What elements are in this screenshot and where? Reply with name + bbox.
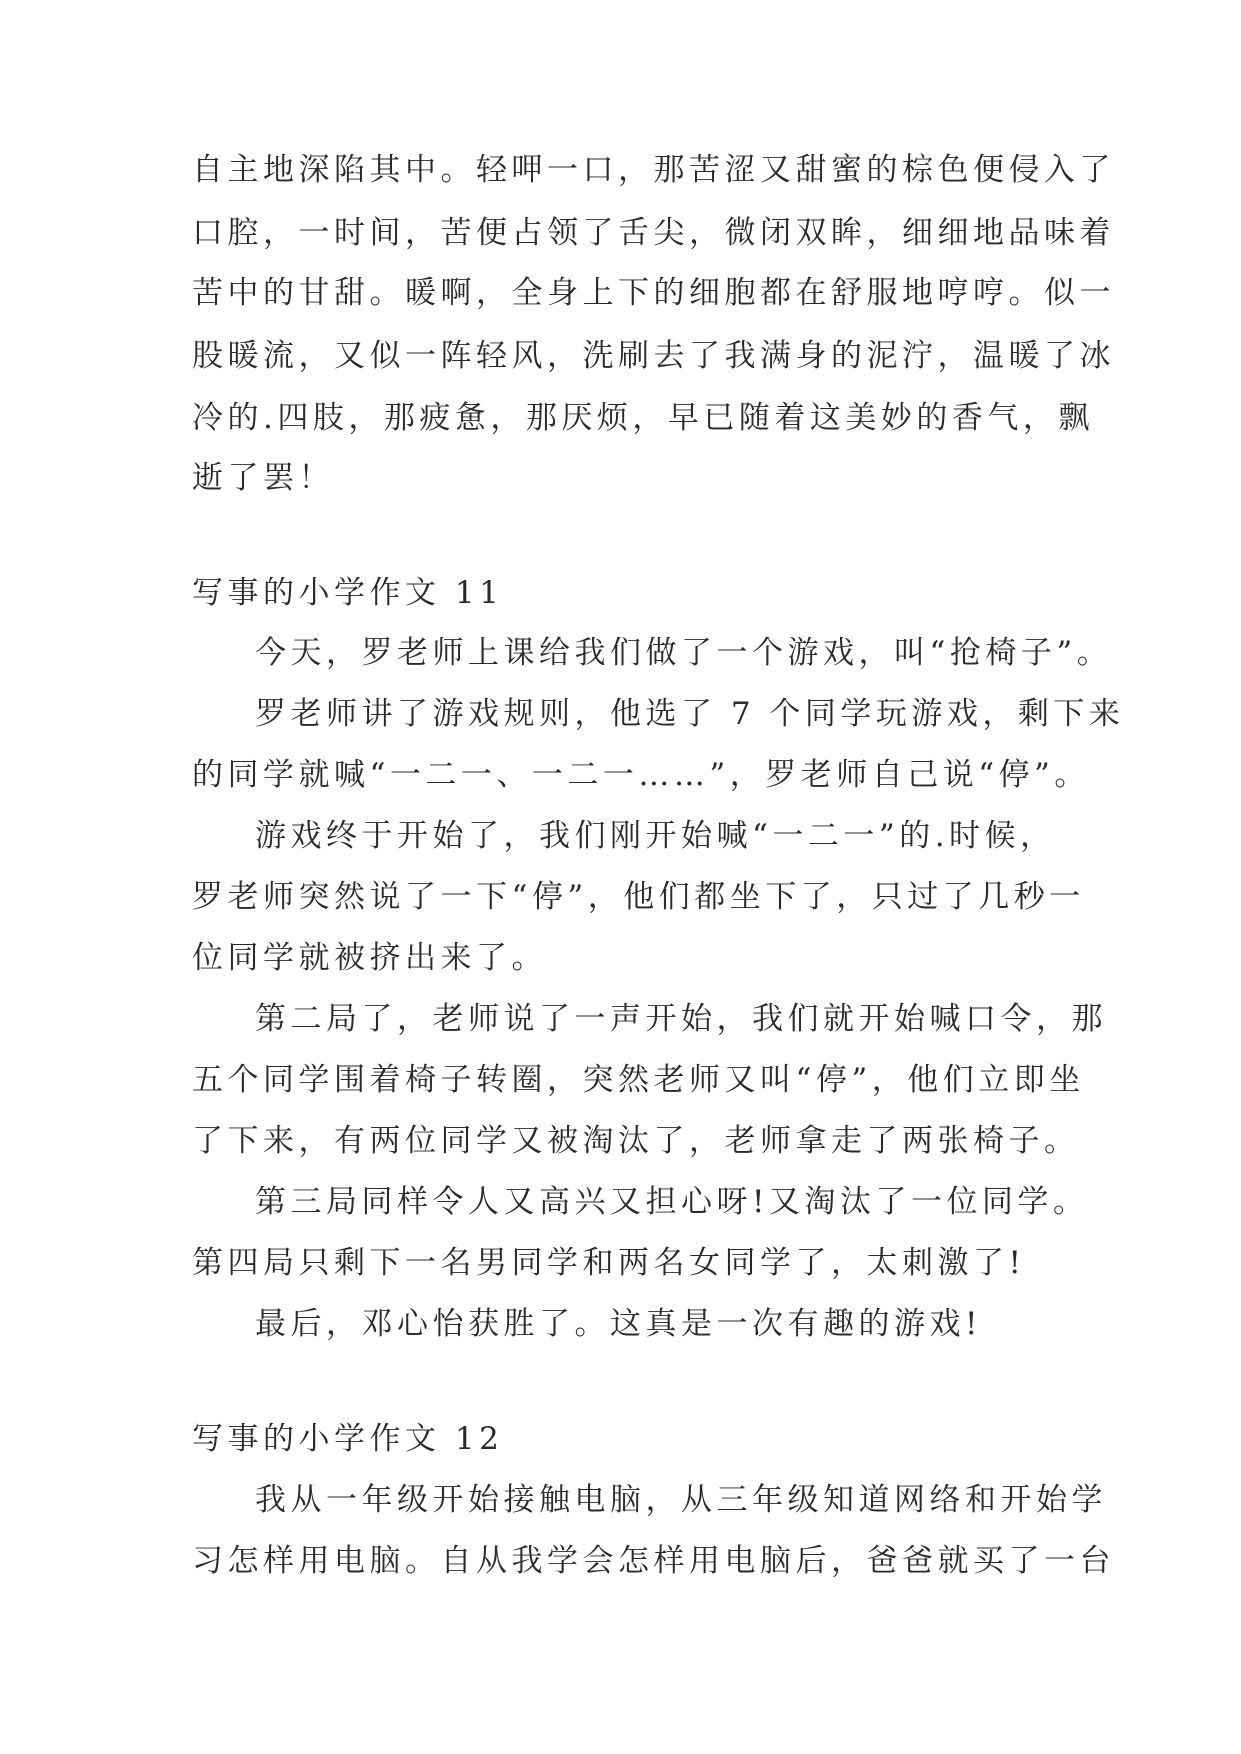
- paragraph-line: 我从一年级开始接触电脑，从三年级知道网络和开始学: [255, 1482, 1107, 1518]
- paragraph-line: 最后，邓心怡获胜了。这真是一次有趣的游戏!: [255, 1306, 982, 1342]
- paragraph-line: 冷的.四肢，那疲惫，那厌烦，早已随着这美妙的香气，飘: [192, 400, 1094, 436]
- paragraph-line: 了下来，有两位同学又被淘汰了，老师拿走了两张椅子。: [192, 1123, 1080, 1159]
- paragraph-line: 苦中的甘甜。暖啊，全身上下的细胞都在舒服地哼哼。似一: [192, 275, 1115, 311]
- paragraph-line: 股暖流，又似一阵轻风，洗刷去了我满身的泥泞，温暖了冰: [192, 338, 1115, 374]
- paragraph-line: 逝了罢！: [192, 460, 334, 496]
- paragraph-line: 自主地深陷其中。轻呷一口，那苦涩又甜蜜的棕色便侵入了: [192, 152, 1115, 188]
- essay-heading: 写事的小学作文 12: [192, 1421, 504, 1457]
- paragraph-line: 的同学就喊“一二一、一二一……”，罗老师自己说“停”。: [192, 757, 1090, 793]
- paragraph-line: 第二局了，老师说了一声开始，我们就开始喊口令，那: [255, 1001, 1107, 1037]
- paragraph-line: 今天，罗老师上课给我们做了一个游戏，叫“抢椅子”。: [255, 635, 1113, 671]
- paragraph-line: 五个同学围着椅子转圈，突然老师又叫“停”，他们立即坐: [192, 1062, 1085, 1098]
- paragraph-line: 罗老师突然说了一下“停”，他们都坐下了，只过了几秒一: [192, 879, 1085, 915]
- paragraph-line: 第四局只剩下一名男同学和两名女同学了，太刺激了!: [192, 1245, 1026, 1281]
- essay-heading: 写事的小学作文 11: [192, 575, 504, 611]
- paragraph-line: 习怎样用电脑。自从我学会怎样用电脑后，爸爸就买了一台: [192, 1543, 1115, 1579]
- paragraph-line: 位同学就被挤出来了。: [192, 940, 547, 976]
- paragraph-line: 口腔，一时间，苦便占领了舌尖，微闭双眸，细细地品味着: [192, 215, 1115, 251]
- paragraph-line: 游戏终于开始了，我们刚开始喊“一二一”的.时候，: [255, 818, 1056, 854]
- paragraph-line: 第三局同样令人又高兴又担心呀!又淘汰了一位同学。: [255, 1184, 1089, 1220]
- paragraph-line: 罗老师讲了游戏规则，他选了 7 个同学玩游戏，剩下来: [255, 696, 1125, 732]
